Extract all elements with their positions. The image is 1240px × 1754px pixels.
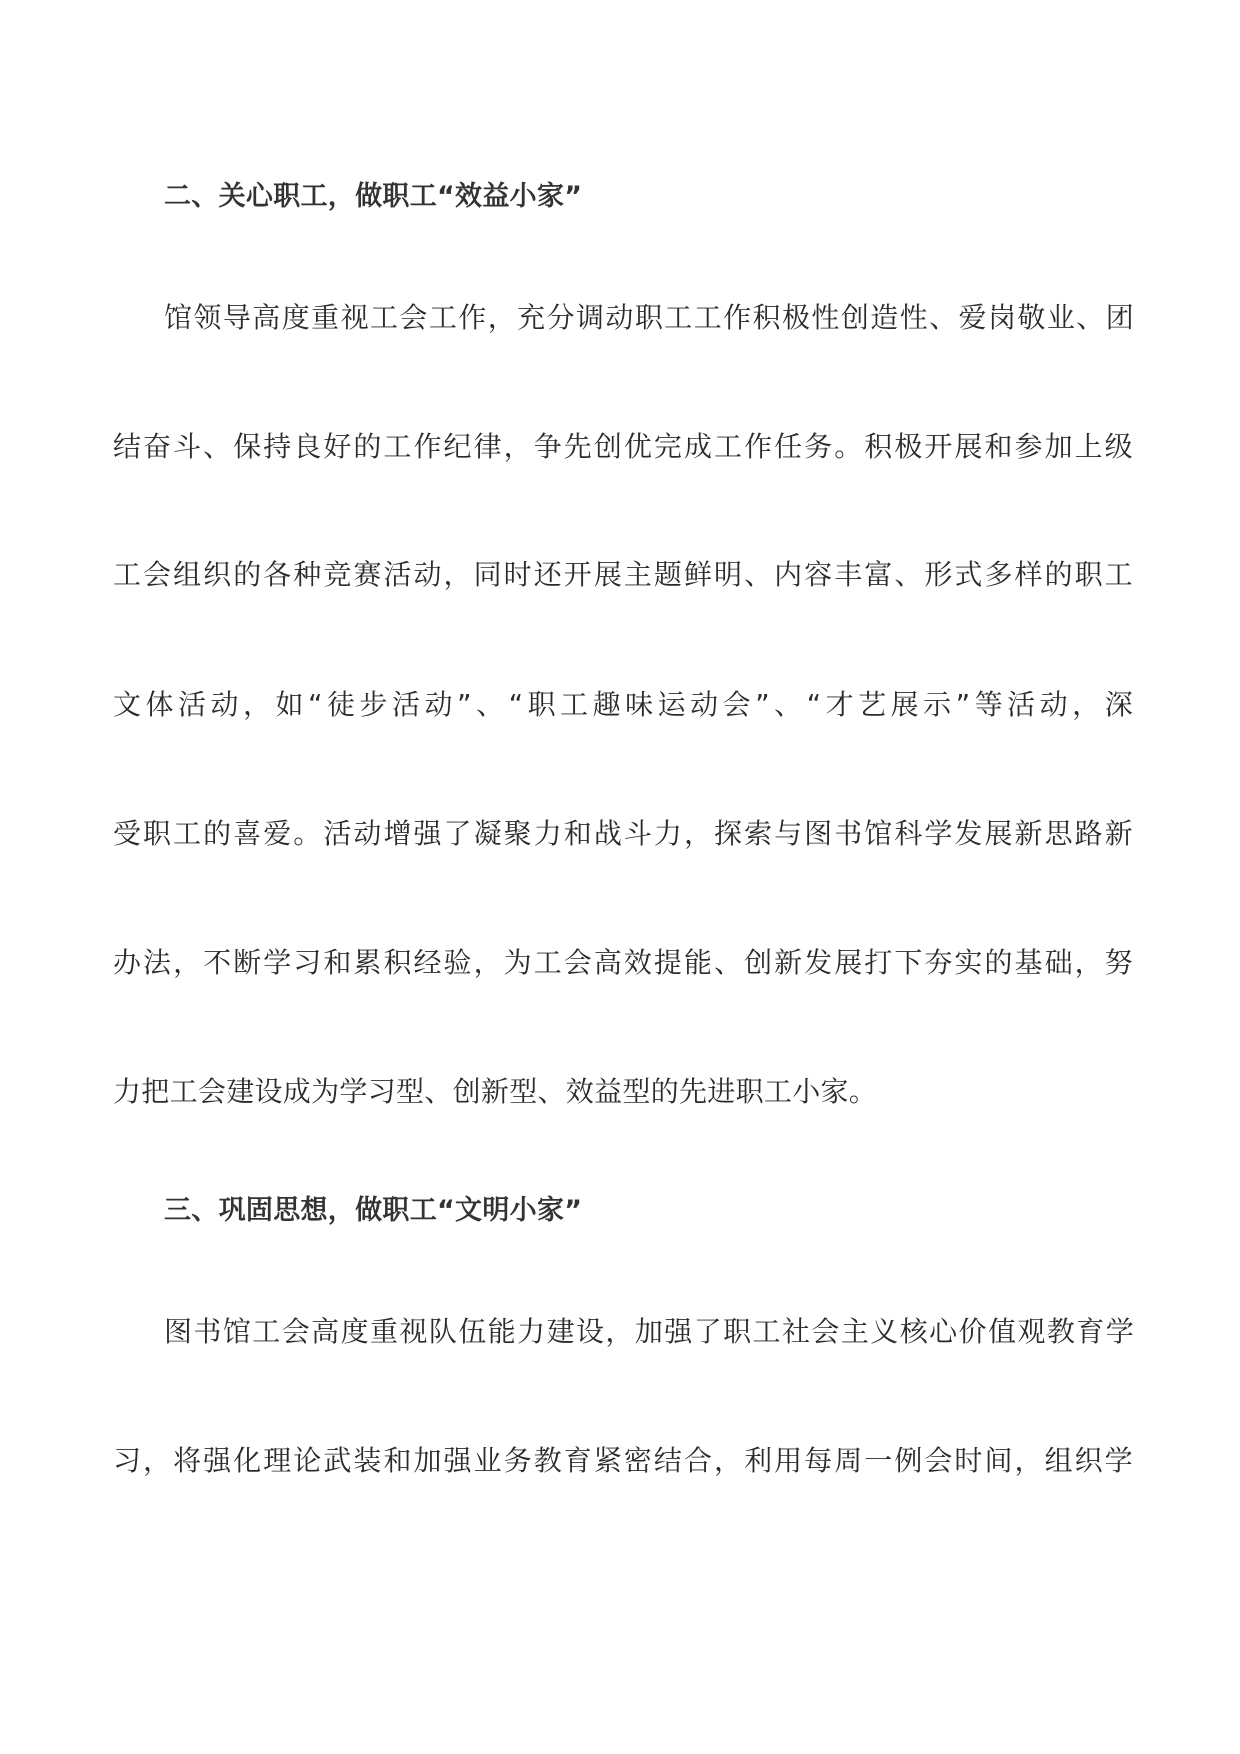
paragraph-line: 文体活动，如“徒步活动”、“职工趣味运动会”、“才艺展示”等活动，深 — [113, 688, 1133, 721]
paragraph-line: 馆领导高度重视工会工作，充分调动职工工作积极性创造性、爱岗敬业、团 — [164, 301, 1134, 334]
paragraph-line: 受职工的喜爱。活动增强了凝聚力和战斗力，探索与图书馆科学发展新思路新 — [113, 817, 1133, 850]
paragraph-line: 结奋斗、保持良好的工作纪律，争先创优完成工作任务。积极开展和参加上级 — [113, 430, 1133, 463]
paragraph-line: 图书馆工会高度重视队伍能力建设，加强了职工社会主义核心价值观教育学 — [164, 1315, 1134, 1348]
paragraph-line: 习，将强化理论武装和加强业务教育紧密结合，利用每周一例会时间，组织学 — [113, 1444, 1133, 1477]
section-heading-3: 三、巩固思想，做职工“文明小家” — [164, 1195, 583, 1226]
paragraph-line: 办法，不断学习和累积经验，为工会高效提能、创新发展打下夯实的基础，努 — [113, 946, 1133, 979]
paragraph-line: 力把工会建设成为学习型、创新型、效益型的先进职工小家。 — [113, 1075, 878, 1108]
section-heading-2: 二、关心职工，做职工“效益小家” — [164, 181, 583, 212]
paragraph-line: 工会组织的各种竞赛活动，同时还开展主题鲜明、内容丰富、形式多样的职工 — [113, 558, 1133, 591]
